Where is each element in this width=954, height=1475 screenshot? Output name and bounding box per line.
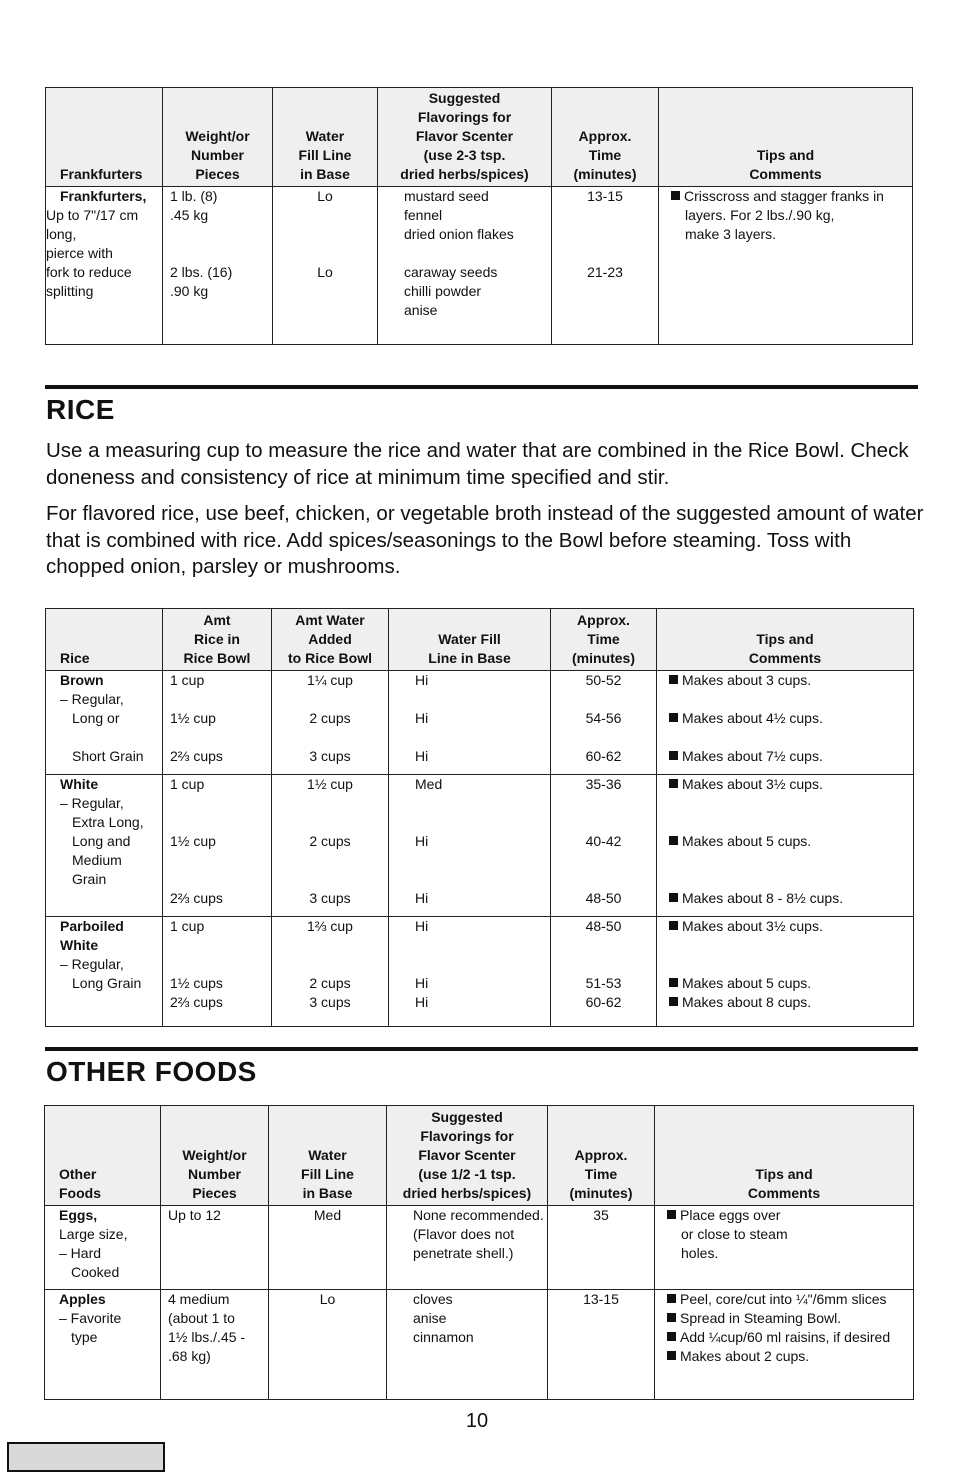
rice-amount-cell [163, 775, 272, 917]
rice-tip-line [669, 851, 913, 870]
rice-amount-line [170, 870, 271, 889]
rice-amount-line: 1 cup [170, 776, 205, 792]
rice-fill-line: Hi [415, 672, 429, 688]
other-food-name: Eggs, [59, 1207, 98, 1223]
rice-time-line: 35-36 [585, 776, 622, 792]
rice-amount-line: 1½ cups [170, 975, 223, 991]
frank-water-line: Lo [317, 264, 333, 280]
other-header-2: Water Fill Line in Base [269, 1106, 387, 1206]
rice-time-line [551, 936, 656, 955]
rice-type-cell [46, 917, 163, 1027]
rice-type-desc: – Regular, [60, 795, 124, 811]
frank-desc-line: long, [46, 226, 77, 242]
rice-section-rule [45, 385, 918, 389]
other-header-3: Suggested Flavorings for Flavor Scenter (use 1/2 -1 tsp. dried herbs/spices) [387, 1106, 548, 1206]
rice-tip-line [669, 690, 913, 709]
rice-water-line [272, 690, 388, 709]
frank-header-2: Water Fill Line in Base [273, 88, 378, 187]
other-weight-line: (about 1 to [168, 1310, 235, 1326]
other-time-line: 35 [593, 1207, 609, 1223]
rice-water-line: 3 cups [309, 890, 351, 906]
rice-water-line: 3 cups [309, 748, 351, 764]
frank-header-3: Suggested Flavorings for Flavor Scenter (use 2-3 tsp. dried herbs/spices) [378, 88, 552, 187]
rice-tip-line [669, 813, 913, 832]
rice-type-cell [46, 775, 163, 917]
rice-paragraph-1: Use a measuring cup to measure the rice and water that are combined in the Rice Bowl. Check doneness and consistency of rice at minimum time specified and stir. [46, 439, 909, 489]
frank-tip-line: layers. For 2 lbs./.90 kg, [685, 207, 835, 223]
rice-type-desc: Grain [72, 871, 107, 887]
rice-time-line [551, 955, 656, 974]
rice-table [45, 608, 914, 1027]
frank-flavor-line: chilli powder [404, 283, 482, 299]
rice-time-line: 48-50 [585, 890, 622, 906]
frank-food-desc [46, 206, 162, 301]
rice-type-desc: Extra Long, [72, 814, 144, 830]
frank-water-line [273, 244, 377, 263]
other-header-row [45, 1106, 914, 1206]
rice-header-0: Rice [46, 609, 163, 671]
rice-type-name: Parboiled [60, 918, 124, 934]
rice-amount-line: 1 cup [170, 672, 205, 688]
rice-time-line [551, 870, 656, 889]
bullet-square-icon [669, 836, 678, 845]
other-header-5: Tips and Comments [655, 1106, 914, 1206]
rice-tip-line [669, 936, 913, 955]
rice-amount-line [170, 936, 271, 955]
frank-time-line: 21-23 [587, 264, 623, 280]
other-header-0: Other Foods [45, 1106, 161, 1206]
rice-water-cell [272, 917, 389, 1027]
bullet-square-icon [669, 751, 678, 760]
other-tips-cell [655, 1206, 914, 1290]
rice-type-desc: Medium [72, 852, 122, 868]
other-tips-cell [655, 1290, 914, 1400]
rice-fill-line [415, 851, 550, 870]
rice-amount-line: 1½ cup [170, 833, 216, 849]
rice-water-line [272, 813, 388, 832]
rice-water-line [272, 936, 388, 955]
rice-water-line: 1¼ cup [307, 672, 353, 688]
rice-water-line: 2 cups [309, 710, 351, 726]
rice-type-cell [46, 671, 163, 775]
rice-tip-line: Makes about 3 cups. [669, 671, 913, 690]
rice-amount-cell [163, 671, 272, 775]
rice-tip-line: Makes about 8 - 8½ cups. [669, 889, 913, 908]
other-food-cell [45, 1206, 161, 1290]
other-header-1: Weight/or Number Pieces [161, 1106, 269, 1206]
frank-time-line [552, 206, 658, 225]
rice-tip-line [669, 728, 913, 747]
rice-header-2: Amt Water Added to Rice Bowl [272, 609, 389, 671]
rice-type-name: Brown [60, 672, 104, 688]
other-flavor-line: cinnamon [413, 1329, 474, 1345]
rice-header-5: Tips and Comments [657, 609, 914, 671]
rice-fill-line [415, 955, 550, 974]
rice-tip-line: Makes about 5 cups. [669, 974, 913, 993]
rice-fill-line: Hi [415, 890, 429, 906]
frank-time-line [552, 244, 658, 263]
rice-type-desc: Long or [72, 710, 120, 726]
other-flavor-cell [387, 1206, 548, 1290]
rice-tip-line [669, 794, 913, 813]
rice-tips-cell [657, 775, 914, 917]
rice-tip-line: Makes about 4½ cups. [669, 709, 913, 728]
frank-header-0: Frankfurters [46, 88, 163, 187]
rice-water-line: 2 cups [309, 833, 351, 849]
frank-weight-line [170, 225, 272, 244]
rice-time-line [551, 794, 656, 813]
rice-type-desc: Long Grain [72, 975, 142, 991]
bullet-square-icon [669, 978, 678, 987]
rice-water-cell [272, 671, 389, 775]
rice-time-line [551, 690, 656, 709]
rice-fill-line: Hi [415, 975, 429, 991]
rice-fill-line: Hi [415, 994, 429, 1010]
frank-header-4: Approx. Time (minutes) [552, 88, 659, 187]
other-weight-line: 4 medium [168, 1291, 230, 1307]
other-flavor-cell [387, 1290, 548, 1400]
rice-tip-line: Makes about 5 cups. [669, 832, 913, 851]
frank-water-cell [273, 187, 378, 345]
rice-tip-line: Makes about 7½ cups. [669, 747, 913, 766]
other-tip-line: Spread in Steaming Bowl. [667, 1309, 913, 1328]
rice-fill-line: Hi [415, 748, 429, 764]
frank-desc-line: fork to reduce [46, 264, 132, 280]
frank-time-line: 13-15 [587, 188, 623, 204]
other-tip-line: Add ¼cup/60 ml raisins, if desired [667, 1328, 913, 1347]
other-tip-line: Makes about 2 cups. [667, 1347, 913, 1366]
other-section-title: OTHER FOODS [46, 1056, 257, 1087]
rice-fill-cell [389, 775, 551, 917]
rice-type-desc: – Regular, [60, 956, 124, 972]
rice-type-name: White [60, 937, 99, 953]
rice-type-name: White [60, 776, 99, 792]
bullet-square-icon [667, 1313, 676, 1322]
rice-time-cell [551, 917, 657, 1027]
rice-water-line [272, 870, 388, 889]
frank-food-cell [46, 187, 163, 345]
rice-fill-line: Hi [415, 918, 429, 934]
rice-amount-line [170, 794, 271, 813]
rice-fill-line [415, 813, 550, 832]
rice-tips-cell [657, 671, 914, 775]
other-time-line: 13-15 [583, 1291, 619, 1307]
frank-food-title: Frankfurters, [60, 188, 147, 204]
rice-time-line: 40-42 [585, 833, 622, 849]
other-time-cell [548, 1290, 655, 1400]
rice-type-desc: Short Grain [72, 748, 144, 764]
other-water-cell [269, 1290, 387, 1400]
other-flavor-line: cloves [413, 1291, 453, 1307]
rice-amount-line: 2⅔ cups [170, 994, 223, 1010]
rice-time-line: 51-53 [585, 975, 622, 991]
frank-weight-line: .45 kg [170, 207, 209, 223]
frank-flavor-line: mustard seed [404, 188, 489, 204]
rice-header-4: Approx. Time (minutes) [551, 609, 657, 671]
frank-flavor-cell [378, 187, 552, 345]
rice-header-row [46, 609, 914, 671]
frank-flavor-line: anise [404, 302, 438, 318]
other-flavor-line: anise [413, 1310, 447, 1326]
bullet-square-icon [669, 997, 678, 1006]
other-weight-line: 1½ lbs./.45 - [168, 1329, 246, 1345]
rice-header-3: Water Fill Line in Base [389, 609, 551, 671]
rice-water-line [272, 851, 388, 870]
other-food-row [45, 1290, 914, 1400]
frank-weight-line: 1 lb. (8) [170, 188, 218, 204]
other-flavor-line: (Flavor does not [413, 1226, 515, 1242]
page-number: 10 [465, 1410, 489, 1432]
other-water-line: Lo [319, 1291, 336, 1307]
other-tip-line: Place eggs over [667, 1206, 913, 1225]
rice-water-line: 3 cups [309, 994, 351, 1010]
frank-time-line [552, 225, 658, 244]
rice-amount-line [170, 851, 271, 870]
rice-amount-cell [163, 917, 272, 1027]
rice-time-line [551, 813, 656, 832]
other-weight-line: Up to 12 [168, 1207, 221, 1223]
frank-desc-line: Up to 7"/17 cm [46, 207, 139, 223]
rice-water-line [272, 955, 388, 974]
frank-desc-line: pierce with [46, 245, 113, 261]
bullet-square-icon [669, 779, 678, 788]
frank-flavor-line: caraway seeds [404, 264, 498, 280]
rice-fill-line [415, 936, 550, 955]
bullet-square-icon [671, 191, 680, 200]
rice-fill-cell [389, 917, 551, 1027]
rice-time-line: 50-52 [585, 672, 622, 688]
rice-tips-cell [657, 917, 914, 1027]
rice-water-line: 1½ cup [307, 776, 353, 792]
frank-time-cell [552, 187, 659, 345]
rice-tip-line [669, 955, 913, 974]
rice-fill-line [415, 690, 550, 709]
rice-water-line [272, 794, 388, 813]
rice-amount-line: 1 cup [170, 918, 205, 934]
other-tip-line: holes. [681, 1245, 719, 1261]
frank-weight-line: 2 lbs. (16) [170, 264, 233, 280]
rice-amount-line: 2⅔ cups [170, 890, 223, 906]
other-food-desc: type [71, 1329, 98, 1345]
rice-group-row [46, 671, 914, 775]
bullet-square-icon [667, 1351, 676, 1360]
rice-header-1: Amt Rice in Rice Bowl [163, 609, 272, 671]
other-weight-cell [161, 1290, 269, 1400]
frank-water-line: Lo [317, 188, 333, 204]
frank-weight-line: .90 kg [170, 283, 209, 299]
frank-desc-line: splitting [46, 283, 94, 299]
rice-time-line: 54-56 [585, 710, 622, 726]
frank-tip-line: Crisscross and stagger franks in [671, 187, 912, 206]
rice-fill-cell [389, 671, 551, 775]
frank-header-5: Tips and Comments [659, 88, 913, 187]
rice-time-line: 48-50 [585, 918, 622, 934]
rice-fill-line: Hi [415, 833, 429, 849]
other-section-rule [45, 1047, 918, 1051]
other-flavor-line: None recommended. [413, 1207, 544, 1223]
rice-time-line: 60-62 [585, 748, 622, 764]
frank-tips-cell [659, 187, 913, 345]
bullet-square-icon [667, 1210, 676, 1219]
frank-flavor-line [404, 244, 551, 263]
footer-bar [7, 1442, 165, 1472]
other-water-cell [269, 1206, 387, 1290]
rice-time-cell [551, 775, 657, 917]
frank-flavor-line: dried onion flakes [404, 226, 514, 242]
frank-header-row [46, 88, 913, 187]
rice-time-line: 60-62 [585, 994, 622, 1010]
rice-amount-line [170, 728, 271, 747]
rice-type-desc: – Regular, [60, 691, 124, 707]
bullet-square-icon [669, 675, 678, 684]
frankfurters-table [45, 87, 913, 345]
frank-weight-cell [163, 187, 273, 345]
rice-tip-line: Makes about 8 cups. [669, 993, 913, 1012]
rice-tip-line: Makes about 3½ cups. [669, 917, 913, 936]
other-food-cell [45, 1290, 161, 1400]
other-food-desc: Cooked [71, 1264, 120, 1280]
frank-weight-line [170, 244, 272, 263]
rice-water-line: 1⅔ cup [307, 918, 353, 934]
rice-fill-line [415, 794, 550, 813]
other-flavor-line: penetrate shell.) [413, 1245, 514, 1261]
other-food-name: Apples [59, 1291, 106, 1307]
bullet-square-icon [669, 713, 678, 722]
rice-amount-line: 1½ cup [170, 710, 216, 726]
other-time-cell [548, 1206, 655, 1290]
rice-fill-line [415, 728, 550, 747]
rice-amount-line [170, 955, 271, 974]
frank-header-1: Weight/or Number Pieces [163, 88, 273, 187]
other-weight-cell [161, 1206, 269, 1290]
rice-time-line [551, 728, 656, 747]
other-food-desc: – Favorite [59, 1310, 122, 1326]
rice-time-line [551, 851, 656, 870]
rice-section-title: RICE [46, 394, 115, 425]
other-tip-line: Peel, core/cut into ¼"/6mm slices [667, 1290, 913, 1309]
rice-amount-line [170, 813, 271, 832]
other-food-desc: – Hard [59, 1245, 102, 1261]
other-water-line: Med [313, 1207, 342, 1223]
rice-water-line [272, 728, 388, 747]
rice-amount-line [170, 690, 271, 709]
other-header-4: Approx. Time (minutes) [548, 1106, 655, 1206]
bullet-square-icon [667, 1294, 676, 1303]
other-food-desc: Large size, [59, 1226, 128, 1242]
other-weight-line: .68 kg) [168, 1348, 211, 1364]
frank-water-line [273, 225, 377, 244]
rice-group-row [46, 775, 914, 917]
other-food-row [45, 1206, 914, 1290]
rice-fill-line [415, 870, 550, 889]
rice-paragraph-2: For flavored rice, use beef, chicken, or vegetable broth instead of the suggested amount of water that is combined with rice. Add spices/seasonings to the Bowl before steaming. Toss with chopped onion, parsley or mushrooms. [46, 502, 924, 578]
rice-type-desc: Long and [72, 833, 131, 849]
rice-tip-line: Makes about 3½ cups. [669, 775, 913, 794]
bullet-square-icon [669, 893, 678, 902]
rice-group-row [46, 917, 914, 1027]
other-tip-line: or close to steam [681, 1226, 788, 1242]
rice-time-cell [551, 671, 657, 775]
rice-fill-line: Med [415, 776, 443, 792]
frank-row [46, 187, 913, 345]
rice-fill-line: Hi [415, 710, 429, 726]
bullet-square-icon [667, 1332, 676, 1341]
rice-tip-line [669, 870, 913, 889]
frank-flavor-line: fennel [404, 207, 443, 223]
rice-water-cell [272, 775, 389, 917]
other-foods-table [44, 1105, 914, 1400]
frank-water-line [273, 206, 377, 225]
rice-type-desc [60, 728, 162, 747]
rice-water-line: 2 cups [309, 975, 351, 991]
bullet-square-icon [669, 921, 678, 930]
rice-amount-line: 2⅔ cups [170, 748, 223, 764]
frank-tip-line: make 3 layers. [685, 226, 777, 242]
